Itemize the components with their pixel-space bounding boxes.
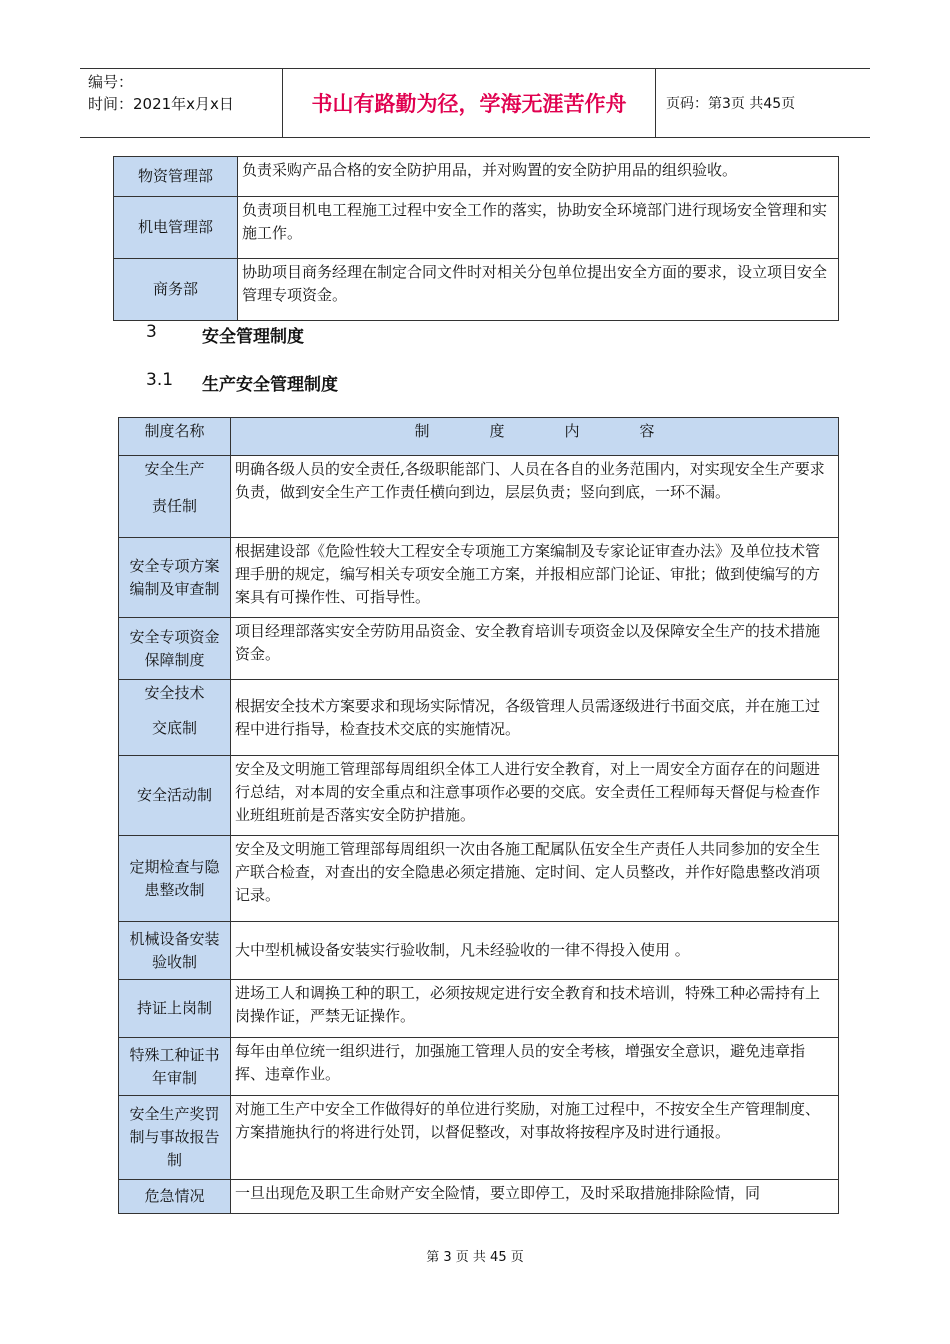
system-name-line: 特殊工种证书 — [129, 1045, 220, 1064]
system-name — [119, 1038, 231, 1096]
system-name-line: 定期检查与隐 — [129, 857, 220, 876]
department-name: 商务部 — [114, 259, 238, 321]
table-row — [119, 756, 839, 836]
column-header-name: 制度名称 — [119, 418, 231, 456]
system-name — [119, 922, 231, 980]
department-name: 物资管理部 — [114, 157, 238, 197]
system-name — [119, 836, 231, 922]
table-row — [119, 922, 839, 980]
system-name: 持证上岗制 — [119, 980, 231, 1038]
section-number: 3.1 — [146, 370, 174, 390]
header-char: 制 — [414, 422, 430, 440]
system-content: 明确各级人员的安全责任,各级职能部门、人员在各自的业务范围内，对实现安全生产要求负责，做到安全生产工作责任横向到边，层层负责；竖向到底，一环不漏。 — [231, 456, 839, 538]
system-name-line: 安全专项资金 — [129, 627, 220, 646]
system-content: 大中型机械设备安装实行验收制，凡未经验收的一律不得投入使用 。 — [231, 922, 839, 980]
system-content: 安全及文明施工管理部每周组织全体工人进行安全教育，对上一周安全方面存在的问题进行总结，对本周的安全重点和注意事项作必要的交底。安全责任工程师每天督促与检查作业班组班前是否落实安全防护措施。 — [231, 756, 839, 836]
table-row — [119, 1038, 839, 1096]
system-name: 安全活动制 — [119, 756, 231, 836]
table-row — [119, 680, 839, 756]
system-name-line: 验收制 — [151, 952, 197, 971]
table-header-row — [119, 418, 839, 456]
page-label: 页码：第3页 共45页 — [666, 96, 796, 112]
table-row — [114, 157, 839, 197]
header-char: 内 — [564, 422, 580, 440]
system-table — [118, 417, 839, 1214]
code-label: 编号： — [88, 73, 134, 91]
system-name-line: 制 — [166, 1151, 182, 1169]
system-name-line: 安全生产 — [144, 460, 205, 478]
header-char: 容 — [639, 422, 655, 440]
system-content: 安全及文明施工管理部每周组织一次由各施工配属队伍安全生产责任人共同参加的安全生产联合检查，对查出的安全隐患必须定措施、定时间、定人员整改，并作好隐患整改消项记录。 — [231, 836, 839, 922]
department-duty: 负责项目机电工程施工过程中安全工作的落实，协助安全环境部门进行现场安全管理和实施工作。 — [238, 197, 839, 259]
system-name-line: 机械设备安装 — [129, 929, 220, 948]
system-content: 根据建设部《危险性较大工程安全专项施工方案编制及专家论证审查办法》及单位技术管理手册的规定，编写相关专项安全施工方案，并报相应部门论证、审批；做到使编写的方案具有可操作性、可指导性。 — [231, 538, 839, 618]
system-content: 每年由单位统一组织进行，加强施工管理人员的安全考核，增强安全意识，避免违章指挥、违章作业。 — [231, 1038, 839, 1096]
department-duty: 协助项目商务经理在制定合同文件时对相关分包单位提出安全方面的要求，设立项目安全管理专项资金。 — [238, 259, 839, 321]
system-name — [119, 680, 231, 756]
table-row — [119, 538, 839, 618]
system-name-line: 制与事故报告 — [129, 1128, 220, 1146]
table-row — [119, 456, 839, 538]
department-table — [113, 156, 839, 321]
system-content: 进场工人和调换工种的职工，必须按规定进行安全教育和技术培训，特殊工种必需持有上岗操作证，严禁无证操作。 — [231, 980, 839, 1038]
system-name — [119, 456, 231, 538]
system-name-line: 保障制度 — [144, 650, 205, 669]
system-content: 一旦出现危及职工生命财产安全险情，要立即停工，及时采取措施排除险情，同 — [231, 1180, 839, 1214]
system-name-line: 安全生产奖罚 — [129, 1105, 220, 1123]
table-row — [119, 618, 839, 680]
system-name-line: 患整改制 — [144, 880, 205, 899]
system-name — [119, 1096, 231, 1180]
system-name — [119, 538, 231, 618]
section-3-1-heading — [146, 370, 646, 394]
table-row — [119, 980, 839, 1038]
header-char: 度 — [489, 422, 505, 440]
column-header-content — [231, 418, 839, 456]
table-row — [114, 197, 839, 259]
section-3-heading — [146, 322, 646, 346]
motto: 书山有路勤为径，学海无涯苦作舟 — [282, 69, 656, 137]
section-number: 3 — [146, 322, 157, 342]
system-name: 危急情况 — [119, 1180, 231, 1214]
system-name-line: 年审制 — [151, 1068, 197, 1087]
system-name — [119, 618, 231, 680]
system-content: 对施工生产中安全工作做得好的单位进行奖励，对施工过程中，不按安全生产管理制度、方案措施执行的将进行处罚，以督促整改，对事故将按程序及时进行通报。 — [231, 1096, 839, 1180]
department-duty: 负责采购产品合格的安全防护用品，并对购置的安全防护用品的组织验收。 — [238, 157, 839, 197]
table-row — [119, 836, 839, 922]
page-header — [80, 68, 870, 138]
system-name-line: 安全技术 — [144, 684, 205, 702]
system-name-line: 交底制 — [151, 719, 197, 737]
system-content: 项目经理部落实安全劳防用品资金、安全教育培训专项资金以及保障安全生产的技术措施资金。 — [231, 618, 839, 680]
table-row — [114, 259, 839, 321]
table-row — [119, 1096, 839, 1180]
department-name: 机电管理部 — [114, 197, 238, 259]
page-footer: 第 3 页 共 45 页 — [426, 1250, 524, 1265]
date-label: 时间：2021年x月x日 — [88, 95, 234, 113]
table-row — [119, 1180, 839, 1214]
section-title: 生产安全管理制度 — [202, 375, 338, 395]
system-name-line: 编制及审查制 — [129, 579, 220, 598]
system-name-line: 责任制 — [151, 497, 197, 515]
header-meta — [80, 69, 282, 137]
system-content: 根据安全技术方案要求和现场实际情况，各级管理人员需逐级进行书面交底，并在施工过程中进行指导，检查技术交底的实施情况。 — [231, 680, 839, 756]
system-name-line: 安全专项方案 — [129, 556, 220, 575]
section-title: 安全管理制度 — [202, 327, 304, 347]
